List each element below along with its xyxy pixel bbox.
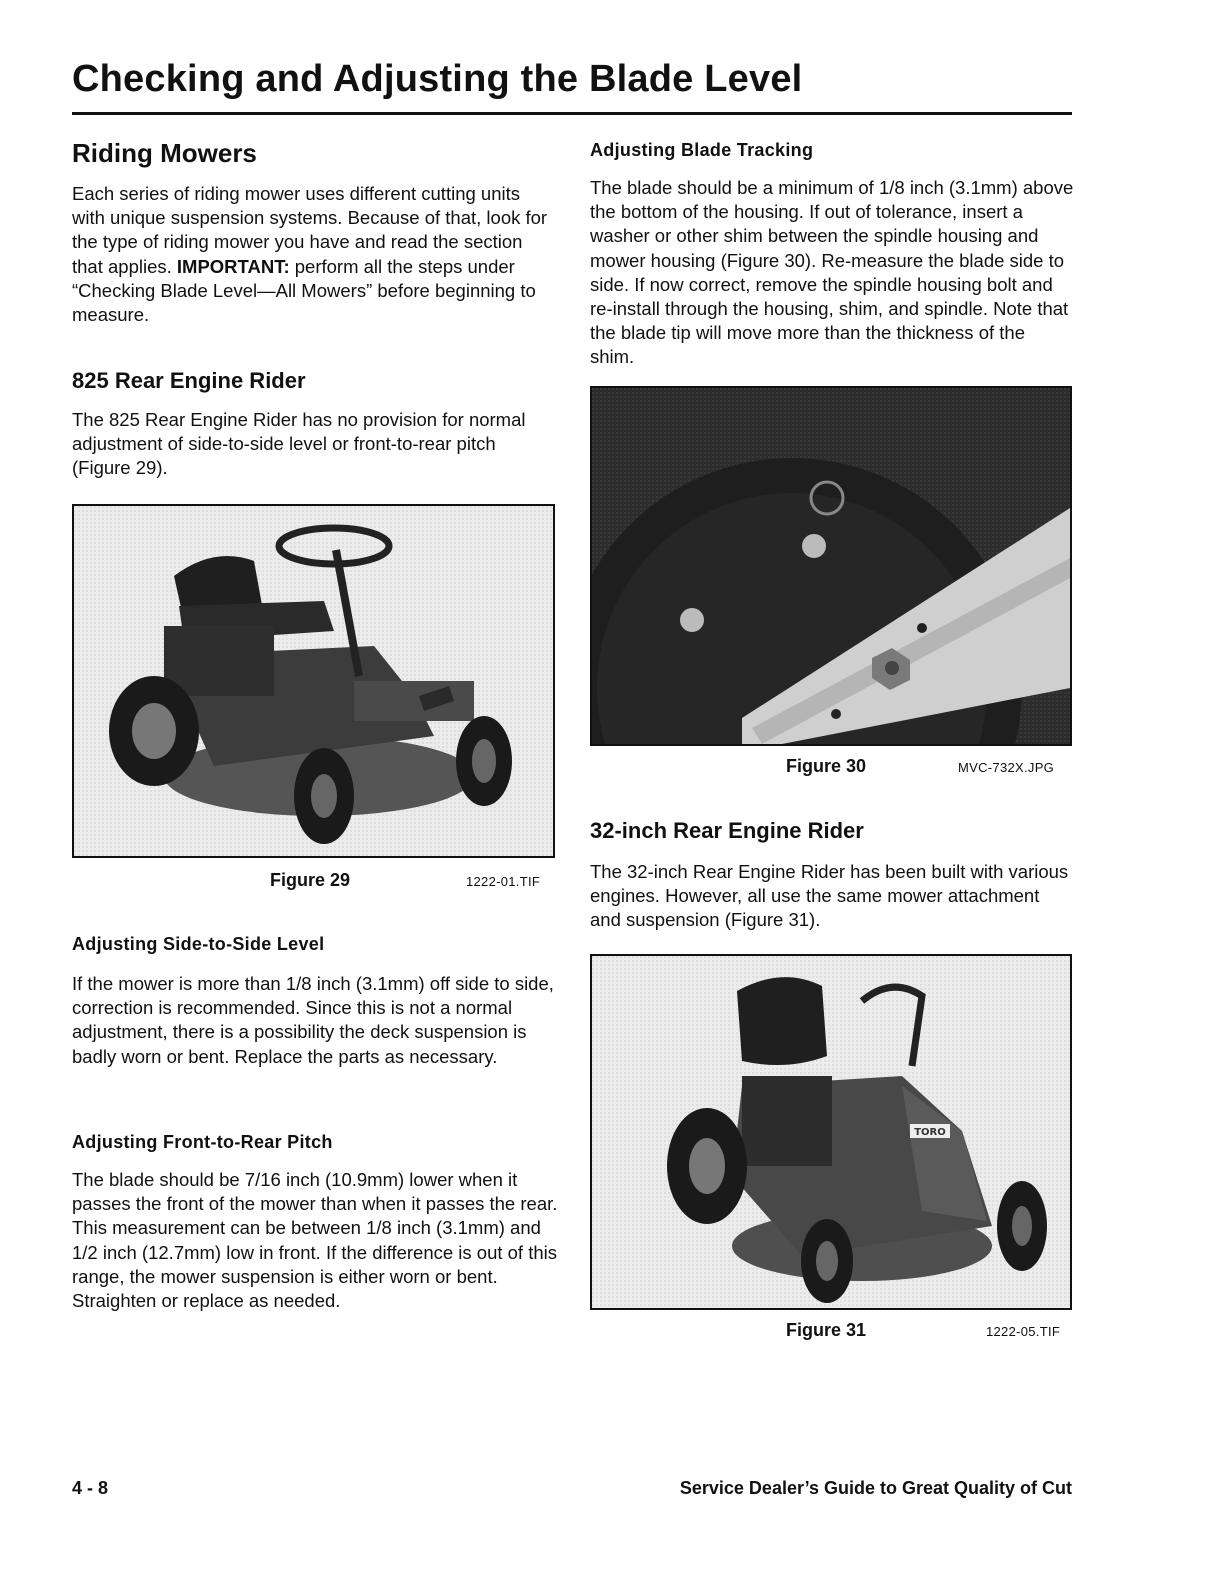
important-label: IMPORTANT: xyxy=(176,255,290,277)
figure-29-photo xyxy=(72,504,555,858)
page-number: 4 - 8 xyxy=(72,1478,109,1498)
page-title: Checking and Adjusting the Blade Level xyxy=(72,58,803,100)
footer-title: Service Dealer’s Guide to Great Quality of Cut xyxy=(679,1478,1072,1498)
rider825-paragraph: The 825 Rear Engine Rider has no provision for normal adjustment of side-to-side level or front-to-rear pitch (Figure 29). xyxy=(72,409,526,479)
riding-mowers-text-1: Each series of riding mower uses different cutting units with unique suspension systems. Because of that, look for the type of riding mower you have and read the section that applies. xyxy=(72,183,548,277)
figure-30-photo xyxy=(590,386,1072,746)
blade-spindle-image xyxy=(592,388,1070,744)
figure-31-photo xyxy=(590,954,1072,1310)
riding-mower-32-image xyxy=(592,956,1070,1308)
rider825-heading: 825 Rear Engine Rider xyxy=(72,368,306,393)
riding-mowers-heading: Riding Mowers xyxy=(72,138,257,168)
figure-31-logo-text: TORO xyxy=(914,1127,946,1138)
figure-29-file: 1222-01.TIF xyxy=(466,874,541,889)
figure-31-file: 1222-05.TIF xyxy=(986,1324,1061,1339)
blade-tracking-heading: Adjusting Blade Tracking xyxy=(590,140,814,160)
riding-mowers-text-2: perform all the steps under “Checking Blade Level—All Mowers” before beginning to measure. xyxy=(72,255,536,326)
figure-31-caption: Figure 31 xyxy=(786,1320,867,1340)
riding-mowers-paragraph xyxy=(72,182,558,327)
rider32-heading: 32-inch Rear Engine Rider xyxy=(590,818,864,843)
figure-30-file: MVC-732X.JPG xyxy=(958,760,1055,775)
front-to-rear-heading: Adjusting Front-to-Rear Pitch xyxy=(72,1132,333,1152)
blade-tracking-paragraph: The blade should be a minimum of 1/8 inch (3.1mm) above the bottom of the housing. If out of tolerance, insert a washer or other shim between the spindle housing and mower housing (Figure 30). Re-measure the blade side to side. If now correct, remove the spindle housing bolt and re-install through the housing, shim, and spindle. Note that the blade tip will move more than the thickness of the shim. xyxy=(590,177,1074,368)
side-to-side-paragraph: If the mower is more than 1/8 inch (3.1mm) off side to side, correction is recommended. Since this is not a normal adjustment, there is a possibility the deck suspension is badly worn or bent. Replace the parts as necessary. xyxy=(72,973,554,1067)
front-to-rear-paragraph: The blade should be 7/16 inch (10.9mm) lower when it passes the front of the mower than when it passes the rear. This measurement can be between 1/8 inch (3.1mm) and 1/2 inch (12.7mm) low in front. If the difference is out of this range, the mower suspension is either worn or bent. Straighten or replace as needed. xyxy=(72,1169,558,1312)
side-to-side-heading: Adjusting Side-to-Side Level xyxy=(72,934,325,954)
title-rule xyxy=(72,112,1072,115)
rider32-paragraph: The 32-inch Rear Engine Rider has been built with various engines. However, all use the same mower attachment and suspension (Figure 31). xyxy=(590,861,1069,931)
figure-29-caption: Figure 29 xyxy=(270,870,351,890)
riding-mower-825-image xyxy=(74,506,553,856)
figure-30-caption: Figure 30 xyxy=(786,756,867,776)
